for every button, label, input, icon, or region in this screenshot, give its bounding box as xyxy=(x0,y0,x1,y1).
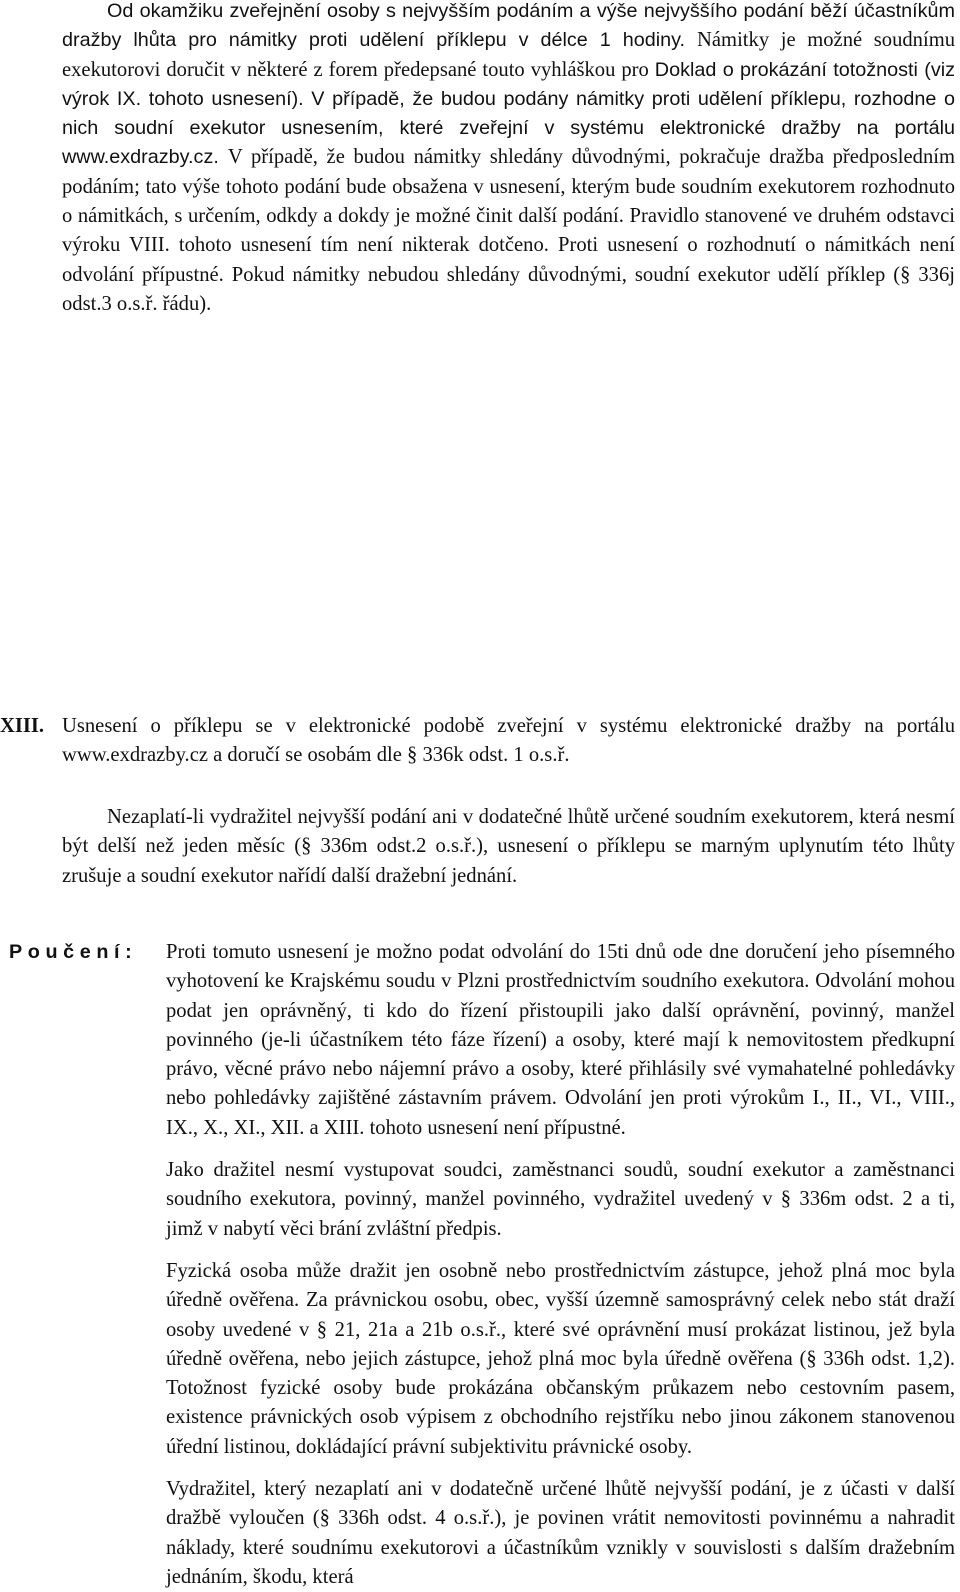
intro-text-sans-2: Doklad o prokázání totožnosti (viz výrok IX. tohoto usnesení). V případě, že budou podány námitky proti udělení příklepu, rozhodne o nich soudní exekutor usnesením, které zveřejní v systému elektronické dražby na portálu www.exdrazby.cz. xyxy=(62,58,955,169)
pouceni-paragraph-appeal: Proti tomuto usnesení je možno podat odvolání do 15ti dnů ode dne doručení jeho písemného vyhotovení ke Krajskému soudu v Plzni prostřednictvím soudního exekutora. Odvolání mohou podat jen oprávněný, ti kdo do řízení přistoupili jako další oprávnění, povinný, manžel povinného (je-li účastníkem této fáze řízení) a osoby, které mají k nemovitostem předkupní právo, věcné právo nebo nájemní právo a osoby, které přihlásily své vymahatelné pohledávky nebo pohledávky zajištěné zástavním právem. Odvolání jen proti výrokům I., II., VI., VIII., IX., X., XI., XII. a XIII. tohoto usnesení není přípustné. xyxy=(166,941,955,1139)
pouceni-heading: Poučení: xyxy=(9,941,138,963)
pouceni-paragraph-identity: Fyzická osoba může dražit jen osobně nebo prostřednictvím zástupce, jehož plná moc byla úředně ověřena. Za právnickou osobu, obec, vyšší územně samosprávný celek nebo stát draží osoby uvedené v § 21, 21a a 21b o.s.ř., které své oprávnění musí prokázat listinou, jež byla úředně ověřena, nebo jejich zástupce, jehož plná moc byla úředně ověřena (§ 336h odst. 1,2). Totožnost fyzické osoby bude prokázána občanským průkazem nebo cestovním pasem, existence právnických osob výpisem z obchodního rejstříku nebo jinou zákonem stanovenou úřední listinou, dokládající právní subjektivitu právnické osoby. xyxy=(166,1259,955,1458)
pouceni-body xyxy=(166,938,955,1592)
intro-text-serif: Námitky je možné soudnímu exekutorovi doručit v některé z forem předepsané touto vyhláškou pro xyxy=(62,29,956,81)
intro-text-sans: Od okamžiku zveřejnění osoby s nejvyšším podáním a výše nejvyššího podání běží účastníkům dražby lhůta pro námitky proti udělení příklepu v délce 1 hodiny. xyxy=(62,0,955,52)
pouceni-paragraph-nonpayment: Vydražitel, který nezaplatí ani v dodatečně určené lhůtě nejvyšší podání, je z účasti v další dražbě vyloučen (§ 336h odst. 4 o.s.ř.), je povinen vrátit nemovitosti povinnému a nahradit náklady, které soudnímu exekutorovi a účastníkům vznikly v souvislosti s dalším dražebním jednáním, škodu, která xyxy=(166,1478,955,1588)
section-xiii xyxy=(0,712,955,771)
nonpayment-paragraph: Nezaplatí-li vydražitel nejvyšší podání ani v dodatečné lhůtě určené soudním exekutorem, která nesmí být delší než jeden měsíc (§ 336m odst.2 o.s.ř.), usnesení o příklepu se marným uplynutím této lhůty zrušuje a soudní exekutor nařídí další dražební jednání. xyxy=(62,806,955,887)
intro-text-serif-2: V případě, že budou námitky shledány důvodnými, pokračuje dražba předposledním podáním; tato výše tohoto podání bude obsažena v usnesení, kterým bude soudním exekutorem rozhodnuto o námitkách, s určením, odkdy a dokdy je možné činit další podání. Pravidlo stanovené ve druhém odstavci výroku VIII. tohoto usnesení tím není nikterak dotčeno. Proti usnesení o rozhodnutí o námitkách není odvolání přípustné. Pokud námitky nebudou shledány důvodnými, soudní exekutor udělí příklep (§ 336j odst.3 o.s.ř. řádu). xyxy=(62,146,956,315)
section-xiii-text: Usnesení o příklepu se v elektronické podobě zveřejní v systému elektronické dražby na portálu www.exdrazby.cz a doručí se osobám dle § 336k odst. 1 o.s.ř. xyxy=(62,715,955,767)
section-number: XIII. xyxy=(0,715,45,737)
objections-paragraph xyxy=(62,0,955,319)
pouceni-paragraph-bidders: Jako dražitel nesmí vystupovat soudci, zaměstnanci soudů, soudní exekutor a zaměstnanci soudního exekutora, povinný, manžel povinného, vydražitel uvedený v § 336m odst. 2 a ti, jimž v nabytí věci brání zvláštní předpis. xyxy=(166,1159,955,1240)
